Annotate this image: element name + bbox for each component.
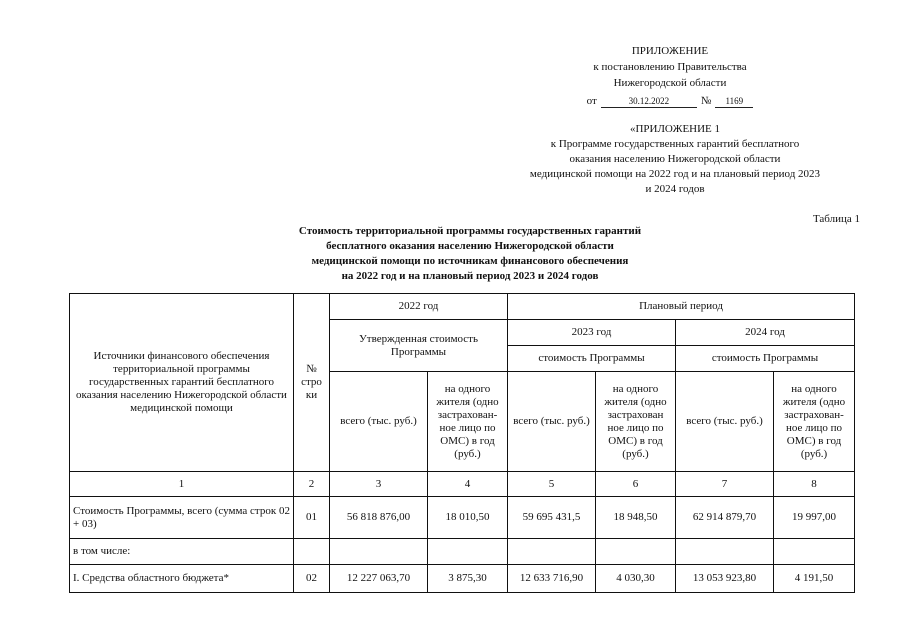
cell-per-resident-2022: 18 010,50	[428, 497, 508, 539]
appendix1-title: «ПРИЛОЖЕНИЕ 1	[629, 123, 721, 135]
column-number: 3	[330, 472, 428, 497]
appendix-line-3: Нижегородской области	[613, 77, 727, 89]
table-title-line: на 2022 год и на плановый период 2023 и 2024 годов	[341, 270, 599, 282]
cell-per-resident-2024	[774, 539, 855, 565]
appendix-title: ПРИЛОЖЕНИЕ	[631, 45, 709, 57]
column-number: 4	[428, 472, 508, 497]
cell-total-2023	[508, 539, 596, 565]
row-label: в том числе:	[70, 539, 294, 565]
appendix1-line: к Программе государственных гарантий бесплатного	[550, 138, 800, 150]
cell-total-2023: 12 633 716,90	[508, 565, 596, 593]
column-number: 1	[70, 472, 294, 497]
column-number: 8	[774, 472, 855, 497]
header-row-1	[70, 294, 855, 320]
header-row-number: № стро ки	[294, 294, 330, 472]
cell-per-resident-2024: 19 997,00	[774, 497, 855, 539]
column-number: 2	[294, 472, 330, 497]
decree-number: 1169	[715, 95, 753, 108]
cell-per-resident-2024: 4 191,50	[774, 565, 855, 593]
header-year-2024: 2024 год	[676, 320, 855, 346]
cell-total-2024: 62 914 879,70	[676, 497, 774, 539]
row-number: 02	[294, 565, 330, 593]
header-source: Источники финансового обеспечения территориальной программы государственных гарантий бесплатного оказания населению Нижегородской области медицинской помощи	[70, 294, 294, 472]
header-planned-period: Плановый период	[508, 294, 855, 320]
appendix1-line: медицинской помощи на 2022 год и на плановый период 2023	[529, 168, 821, 180]
table-title-line: медицинской помощи по источникам финансового обеспечения	[311, 255, 629, 267]
table-number: Таблица 1	[812, 213, 860, 225]
cell-total-2022: 56 818 876,00	[330, 497, 428, 539]
header-approved-cost: Утвержденная стоимость Программы	[330, 320, 508, 372]
header-total-2023: всего (тыс. руб.)	[508, 372, 596, 472]
header-total-2024: всего (тыс. руб.)	[676, 372, 774, 472]
header-program-cost-2023: стоимость Программы	[508, 346, 676, 372]
cell-per-resident-2023: 18 948,50	[596, 497, 676, 539]
cell-total-2024	[676, 539, 774, 565]
appendix-line-2: к постановлению Правительства	[593, 61, 747, 73]
cost-table	[69, 293, 855, 593]
column-number: 7	[676, 472, 774, 497]
table-title-line: Стоимость территориальной программы государственных гарантий	[298, 225, 642, 237]
row-label: Стоимость Программы, всего (сумма строк 02 + 03)	[70, 497, 294, 539]
appendix-header	[510, 44, 830, 108]
table-title-line: бесплатного оказания населению Нижегородской области	[326, 240, 614, 252]
cell-total-2022	[330, 539, 428, 565]
header-per-resident-2024: на одного жителя (одно застрахован-ное лицо по ОМС) в год (руб.)	[774, 372, 855, 472]
header-program-cost-2024: стоимость Программы	[676, 346, 855, 372]
cell-per-resident-2023: 4 030,30	[596, 565, 676, 593]
column-numbers-row	[70, 472, 855, 497]
row-number	[294, 539, 330, 565]
appendix1-line: и 2024 годов	[645, 183, 705, 195]
row-number: 01	[294, 497, 330, 539]
table-row	[70, 539, 855, 565]
appendix1-line: оказания населению Нижегородской области	[569, 153, 781, 165]
column-number: 6	[596, 472, 676, 497]
table-row	[70, 497, 855, 539]
header-per-resident-2023: на одного жителя (одно застрахован ное лицо по ОМС) в год (руб.)	[596, 372, 676, 472]
cell-total-2022: 12 227 063,70	[330, 565, 428, 593]
table-title	[220, 224, 720, 284]
table-row	[70, 565, 855, 593]
column-number: 5	[508, 472, 596, 497]
date-number-line	[510, 92, 830, 108]
header-year-2023: 2023 год	[508, 320, 676, 346]
number-prefix: №	[700, 95, 712, 107]
appendix1-header	[490, 122, 860, 197]
cell-per-resident-2022: 3 875,30	[428, 565, 508, 593]
date-prefix: от	[586, 95, 597, 107]
cell-per-resident-2022	[428, 539, 508, 565]
header-year-2022: 2022 год	[330, 294, 508, 320]
cell-total-2023: 59 695 431,5	[508, 497, 596, 539]
cell-total-2024: 13 053 923,80	[676, 565, 774, 593]
decree-date: 30.12.2022	[601, 95, 697, 108]
header-per-resident-2022: на одного жителя (одно застрахован-ное лицо по ОМС) в год (руб.)	[428, 372, 508, 472]
header-total-2022: всего (тыс. руб.)	[330, 372, 428, 472]
row-label: I. Средства областного бюджета*	[70, 565, 294, 593]
cell-per-resident-2023	[596, 539, 676, 565]
